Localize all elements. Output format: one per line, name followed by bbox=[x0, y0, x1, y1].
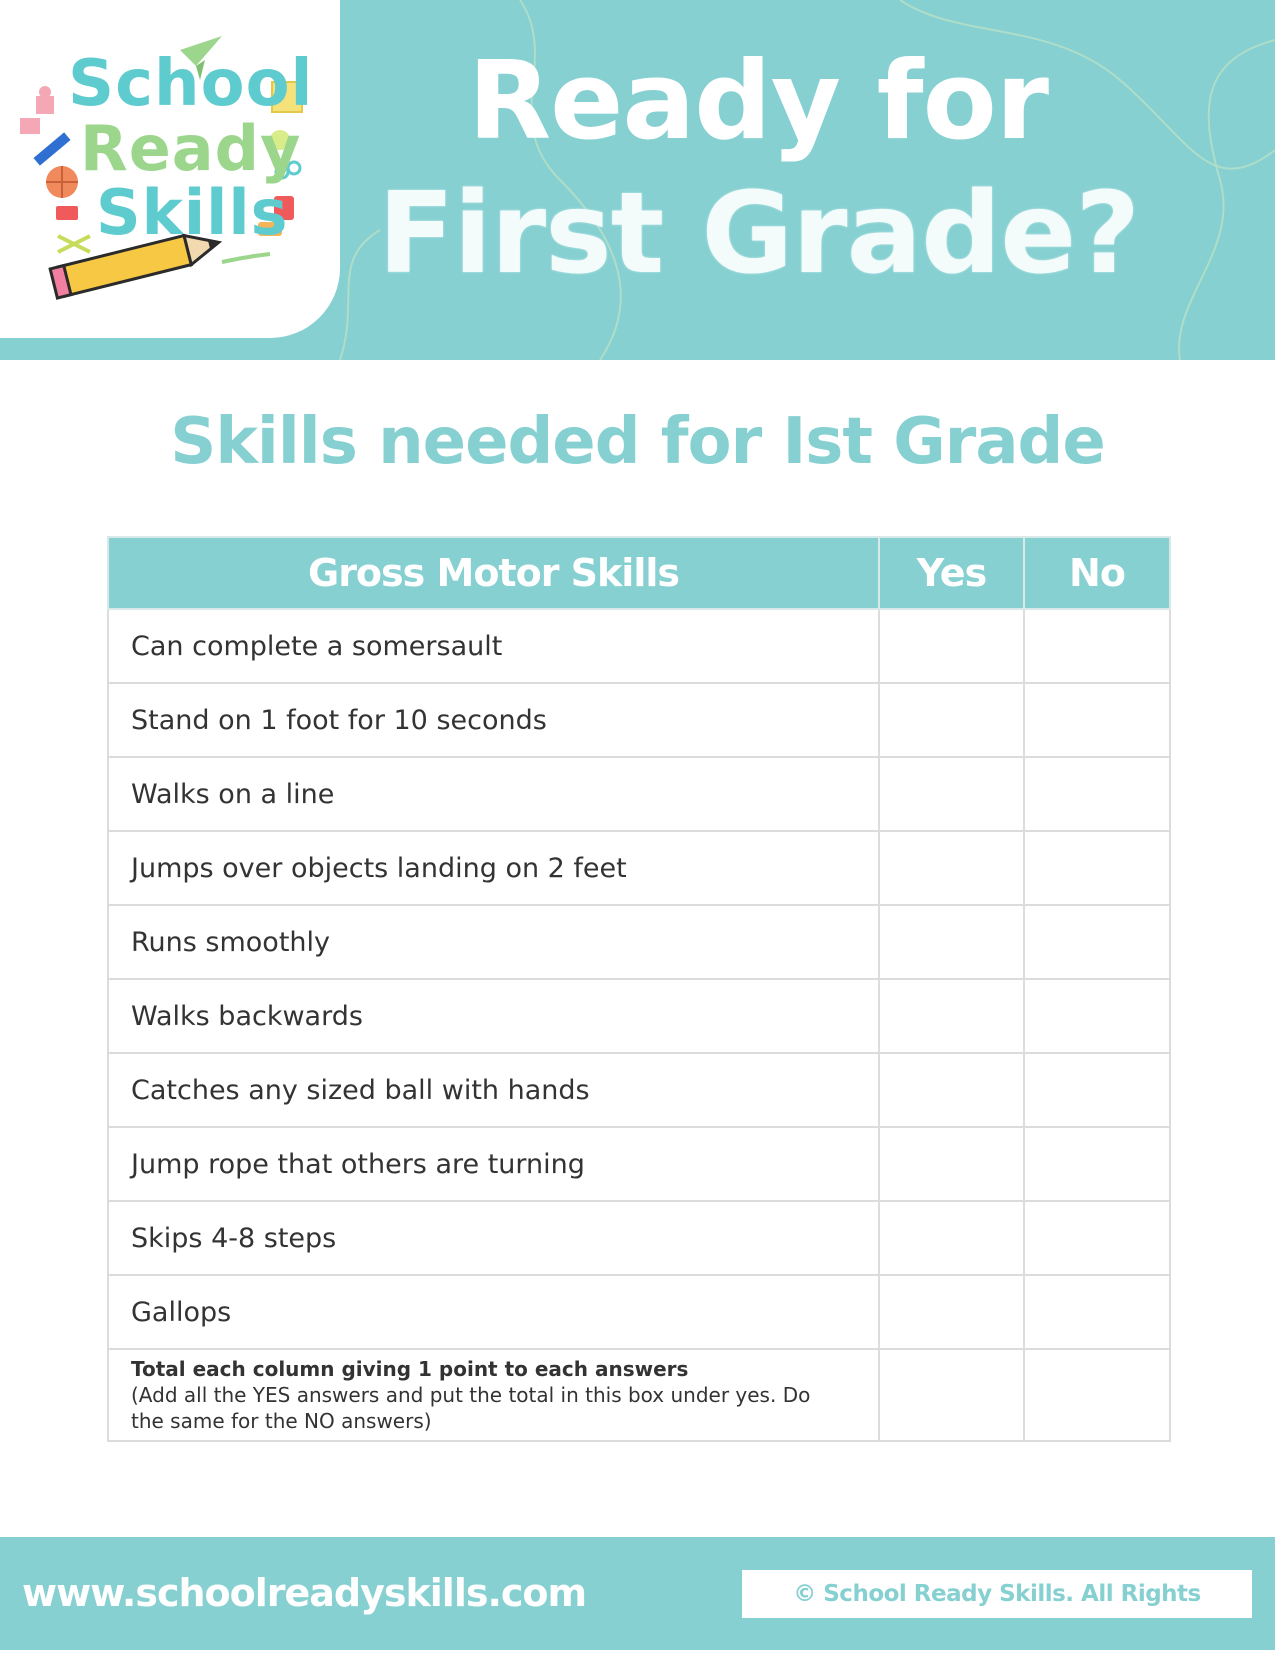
table-row bbox=[108, 1201, 1170, 1275]
no-checkbox-cell[interactable] bbox=[1024, 979, 1170, 1053]
yes-total-cell[interactable] bbox=[879, 1349, 1024, 1441]
skill-label: Gallops bbox=[108, 1275, 879, 1349]
skill-label: Skips 4-8 steps bbox=[108, 1201, 879, 1275]
table-row bbox=[108, 905, 1170, 979]
logo-word-ready: Ready bbox=[80, 112, 302, 185]
total-note: (Add all the YES answers and put the total in this box under yes. Do the same for the NO answers) bbox=[131, 1383, 811, 1433]
yes-checkbox-cell[interactable] bbox=[879, 1201, 1024, 1275]
no-checkbox-cell[interactable] bbox=[1024, 1201, 1170, 1275]
yes-checkbox-cell[interactable] bbox=[879, 905, 1024, 979]
logo bbox=[0, 0, 340, 338]
yes-checkbox-cell[interactable] bbox=[879, 831, 1024, 905]
no-checkbox-cell[interactable] bbox=[1024, 757, 1170, 831]
skill-label: Can complete a somersault bbox=[108, 609, 879, 683]
yes-checkbox-cell[interactable] bbox=[879, 683, 1024, 757]
column-header-no: No bbox=[1024, 537, 1170, 609]
table-row bbox=[108, 757, 1170, 831]
total-instructions bbox=[108, 1349, 879, 1441]
logo-word-skills: Skills bbox=[96, 176, 289, 249]
page-subtitle: Skills needed for Ist Grade bbox=[170, 405, 1105, 479]
no-checkbox-cell[interactable] bbox=[1024, 609, 1170, 683]
table-row bbox=[108, 1053, 1170, 1127]
skill-label: Walks backwards bbox=[108, 979, 879, 1053]
title-line-2: First Grade? bbox=[378, 169, 1140, 299]
header-banner bbox=[0, 0, 1275, 360]
table-row bbox=[108, 1127, 1170, 1201]
copyright-notice: © School Ready Skills. All Rights Reserved. bbox=[742, 1570, 1252, 1618]
skill-label: Walks on a line bbox=[108, 757, 879, 831]
skill-label: Catches any sized ball with hands bbox=[108, 1053, 879, 1127]
no-checkbox-cell[interactable] bbox=[1024, 1053, 1170, 1127]
skill-label: Jump rope that others are turning bbox=[108, 1127, 879, 1201]
table-row bbox=[108, 979, 1170, 1053]
no-checkbox-cell[interactable] bbox=[1024, 1127, 1170, 1201]
yes-checkbox-cell[interactable] bbox=[879, 757, 1024, 831]
yes-checkbox-cell[interactable] bbox=[879, 1275, 1024, 1349]
no-checkbox-cell[interactable] bbox=[1024, 1275, 1170, 1349]
footer-bar bbox=[0, 1537, 1275, 1655]
no-total-cell[interactable] bbox=[1024, 1349, 1170, 1441]
yes-checkbox-cell[interactable] bbox=[879, 609, 1024, 683]
skill-label: Jumps over objects landing on 2 feet bbox=[108, 831, 879, 905]
table-row bbox=[108, 609, 1170, 683]
website-link[interactable]: www.schoolreadyskills.com bbox=[22, 1571, 587, 1615]
table-row bbox=[108, 1275, 1170, 1349]
column-header-skill: Gross Motor Skills bbox=[108, 537, 879, 609]
table-header-row bbox=[108, 537, 1170, 609]
column-header-yes: Yes bbox=[879, 537, 1024, 609]
total-row bbox=[108, 1349, 1170, 1441]
no-checkbox-cell[interactable] bbox=[1024, 831, 1170, 905]
table-row bbox=[108, 683, 1170, 757]
yes-checkbox-cell[interactable] bbox=[879, 1127, 1024, 1201]
yes-checkbox-cell[interactable] bbox=[879, 1053, 1024, 1127]
skills-checklist-table bbox=[107, 536, 1171, 1442]
yes-checkbox-cell[interactable] bbox=[879, 979, 1024, 1053]
no-checkbox-cell[interactable] bbox=[1024, 683, 1170, 757]
logo-word-school: School bbox=[68, 47, 314, 121]
skill-label: Runs smoothly bbox=[108, 905, 879, 979]
skill-label: Stand on 1 foot for 10 seconds bbox=[108, 683, 879, 757]
table-row bbox=[108, 831, 1170, 905]
no-checkbox-cell[interactable] bbox=[1024, 905, 1170, 979]
title-line-1: Ready for bbox=[468, 39, 1049, 164]
total-heading: Total each column giving 1 point to each answers bbox=[131, 1357, 689, 1381]
